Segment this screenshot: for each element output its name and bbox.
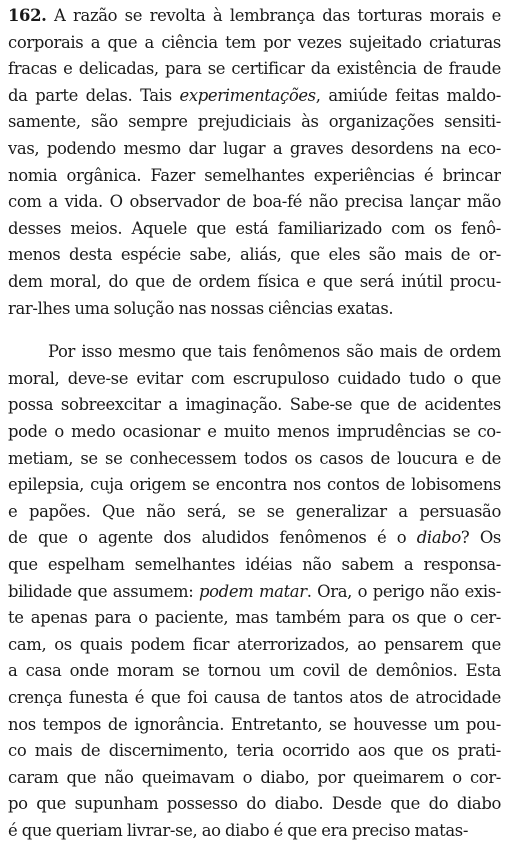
line-text: desses meios. Aquele que está familiarizado com os fenô- [8, 218, 501, 238]
text-line [8, 738, 501, 765]
text-line [8, 446, 501, 473]
text-line [8, 269, 501, 296]
document-page [8, 0, 501, 854]
line-text: ? Os [460, 528, 501, 548]
text-line [8, 109, 501, 136]
text-line [8, 216, 501, 243]
line-text: menos desta espécie sabe, aliás, que eles são mais de or- [8, 245, 501, 265]
line-text: que espelham semelhantes idéias não sabem a responsa- [8, 555, 501, 574]
line-text: vas, podendo mesmo dar lugar a graves desordens na eco- [8, 139, 501, 158]
line-text: metiam, se se conhecessem todos os casos de loucura e de [8, 448, 501, 468]
line-text: e papões. Que não será, se se generalizar a persuasão [8, 501, 501, 521]
text-line [8, 419, 501, 446]
line-text: . Ora, o perigo não exis- [306, 581, 501, 601]
line-text: fracas e delicadas, para se certificar da existência de fraude [8, 59, 501, 79]
line-text: po que supunham possesso do diabo. Desde que do diabo [8, 794, 501, 814]
line-text: epilepsia, cuja origem se encontra nos contos de lobisomens [8, 475, 501, 495]
text-line [8, 818, 501, 845]
text-line [8, 579, 501, 606]
text-line [8, 472, 501, 499]
text-line [8, 136, 501, 163]
text-line [8, 3, 501, 30]
text-line [8, 296, 501, 323]
text-line [8, 56, 501, 83]
line-text: co mais de discernimento, teria ocorrido aos que os prati- [8, 741, 501, 761]
line-text: a casa onde moram se tornou um covil de demônios. Esta [8, 661, 501, 681]
line-text: te apenas para o paciente, mas também para os que o cer- [8, 608, 501, 628]
line-text: é que queriam livrar-se, ao diabo é que era preciso matas- [8, 821, 469, 840]
text-line [8, 658, 501, 685]
text-line [8, 392, 501, 419]
italic-text: diabo [416, 528, 461, 548]
line-text: bilidade que assumem: [8, 581, 200, 601]
line-text: nomia orgânica. Fazer semelhantes experiências é brincar [8, 165, 501, 185]
text-line [8, 605, 501, 632]
line-text: samente, são sempre prejudiciais às organizações sensiti- [8, 112, 501, 132]
text-line [8, 712, 501, 739]
item-number: 162. [8, 6, 47, 25]
text-line [8, 242, 501, 269]
text-line [8, 339, 501, 366]
line-text: corporais a que a ciência tem por vezes sujeitado criaturas [8, 32, 501, 52]
text-line [8, 791, 501, 818]
text-line [8, 552, 501, 579]
text-line [8, 632, 501, 659]
line-text: caram que não queimavam o diabo, por queimarem o cor- [8, 767, 501, 787]
italic-text: podem matar [199, 581, 307, 601]
line-text: dem moral, do que de ordem física e que será inútil procu- [8, 272, 501, 291]
line-text: da parte delas. Tais [8, 85, 180, 105]
line-text: Por isso mesmo que tais fenômenos são mais de ordem [48, 342, 501, 362]
text-line [8, 765, 501, 792]
line-text: rar-lhes uma solução nas nossas ciências exatas. [8, 298, 394, 318]
line-text: crença funesta é que foi causa de tantos atos de atrocidade [8, 688, 501, 707]
line-text: com a vida. O observador de boa-fé não precisa lançar mão [8, 192, 501, 212]
text-line [8, 685, 501, 712]
text-line [8, 525, 501, 552]
text-line [8, 30, 501, 57]
line-text: nos tempos de ignorância. Entretanto, se houvesse um pou- [8, 714, 501, 734]
text-line [8, 499, 501, 526]
line-text: possa sobreexcitar a imaginação. Sabe-se que de acidentes [8, 395, 501, 415]
line-text: A razão se revolta à lembrança das torturas morais e [54, 6, 501, 25]
line-text: de que o agente dos aludidos fenômenos é o [8, 528, 417, 548]
italic-text: experimentações [179, 85, 316, 105]
text-line [8, 189, 501, 216]
line-text: pode o medo ocasionar e muito menos imprudências se co- [8, 422, 501, 441]
text-line [8, 366, 501, 393]
text-line [8, 83, 501, 110]
text-line [8, 163, 501, 190]
line-text: cam, os quais podem ficar aterrorizados, ao pensarem que [8, 634, 501, 654]
line-text: , amiúde feitas maldo- [315, 85, 501, 105]
line-text: moral, deve-se evitar com escrupuloso cuidado tudo o que [8, 368, 501, 388]
